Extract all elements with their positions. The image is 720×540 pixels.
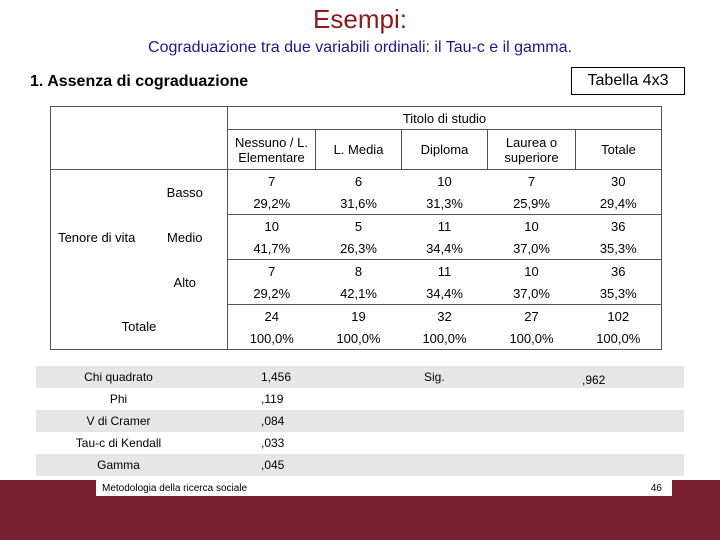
column-header: L. Media (316, 130, 402, 170)
count-cell: 10 (524, 263, 539, 279)
section-heading: 1. Assenza di cograduazione (30, 73, 249, 90)
stat-label: Chi quadrato (84, 370, 153, 384)
column-header: Totale (576, 130, 662, 170)
column-header: Laurea o superiore (488, 130, 576, 170)
pct-cell: 100,0% (402, 327, 488, 350)
pct-cell: 29,2% (228, 192, 316, 215)
count-cell: 11 (437, 218, 452, 234)
sig-label: Sig. (424, 370, 445, 384)
stat-label: V di Cramer (86, 414, 151, 428)
row-label: Basso (166, 184, 203, 200)
count-cell: 10 (228, 215, 316, 238)
stat-row (36, 388, 684, 410)
stat-value: 1,456 (261, 370, 292, 384)
slide-subtitle: Cograduazione tra due variabili ordinali: il Tau-c e il gamma. (148, 39, 572, 56)
pct-cell: 37,0% (488, 282, 576, 305)
footer-text: Metodologia della ricerca sociale (102, 482, 248, 494)
count-cell: 10 (437, 173, 452, 189)
pct-cell: 34,4% (402, 282, 488, 305)
footer-box (96, 480, 672, 496)
row-variable-label: Tenore di vita (51, 170, 143, 305)
count-cell: 10 (524, 218, 539, 234)
column-header: Diploma (402, 130, 488, 170)
table-badge: Tabella 4x3 (571, 67, 685, 95)
stat-row (36, 410, 684, 432)
slide-title: Esempi: (313, 4, 407, 34)
pct-cell: 100,0% (576, 327, 662, 350)
row-label: Medio (167, 229, 203, 245)
stat-label: Tau-c di Kendall (75, 436, 162, 450)
count-cell: 7 (228, 260, 316, 283)
page-number: 46 (650, 482, 662, 494)
sig-value: ,962 (582, 373, 606, 387)
pct-cell: 37,0% (488, 237, 576, 260)
corner-cell (51, 107, 228, 170)
stat-value: ,033 (261, 436, 285, 450)
count-cell: 7 (527, 173, 536, 189)
column-variable-header: Titolo di studio (228, 107, 662, 130)
count-cell: 102 (576, 305, 662, 328)
pct-cell: 31,6% (316, 192, 402, 215)
pct-cell: 35,3% (576, 282, 662, 305)
pct-cell: 26,3% (316, 237, 402, 260)
count-cell: 19 (351, 308, 366, 324)
pct-cell: 100,0% (488, 327, 576, 350)
count-cell: 27 (524, 308, 539, 324)
pct-cell: 100,0% (228, 327, 316, 350)
count-cell: 36 (576, 260, 662, 283)
stat-label: Phi (109, 392, 128, 406)
pct-cell: 100,0% (316, 327, 402, 350)
pct-cell: 41,7% (228, 237, 316, 260)
row-label: Alto (173, 274, 196, 290)
count-cell: 8 (354, 263, 363, 279)
count-cell: 7 (228, 170, 316, 193)
count-cell: 32 (437, 308, 452, 324)
count-cell: 11 (437, 263, 452, 279)
stat-value: ,084 (261, 414, 285, 428)
stat-row (36, 432, 684, 454)
stat-value: ,119 (261, 392, 284, 406)
stat-value: ,045 (261, 458, 285, 472)
pct-cell: 25,9% (488, 192, 576, 215)
stat-row (36, 454, 684, 476)
pct-cell: 42,1% (316, 282, 402, 305)
column-header: Nessuno / L. Elementare (228, 130, 316, 170)
pct-cell: 34,4% (402, 237, 488, 260)
total-row-label: Totale (51, 305, 228, 350)
pct-cell: 31,3% (402, 192, 488, 215)
count-cell: 24 (228, 305, 316, 328)
count-cell: 36 (576, 215, 662, 238)
count-cell: 30 (576, 170, 662, 193)
crosstab-table (50, 106, 662, 350)
pct-cell: 35,3% (576, 237, 662, 260)
count-cell: 5 (354, 218, 363, 234)
stat-label: Gamma (97, 458, 140, 472)
pct-cell: 29,2% (228, 282, 316, 305)
pct-cell: 29,4% (576, 192, 662, 215)
count-cell: 6 (354, 173, 363, 189)
